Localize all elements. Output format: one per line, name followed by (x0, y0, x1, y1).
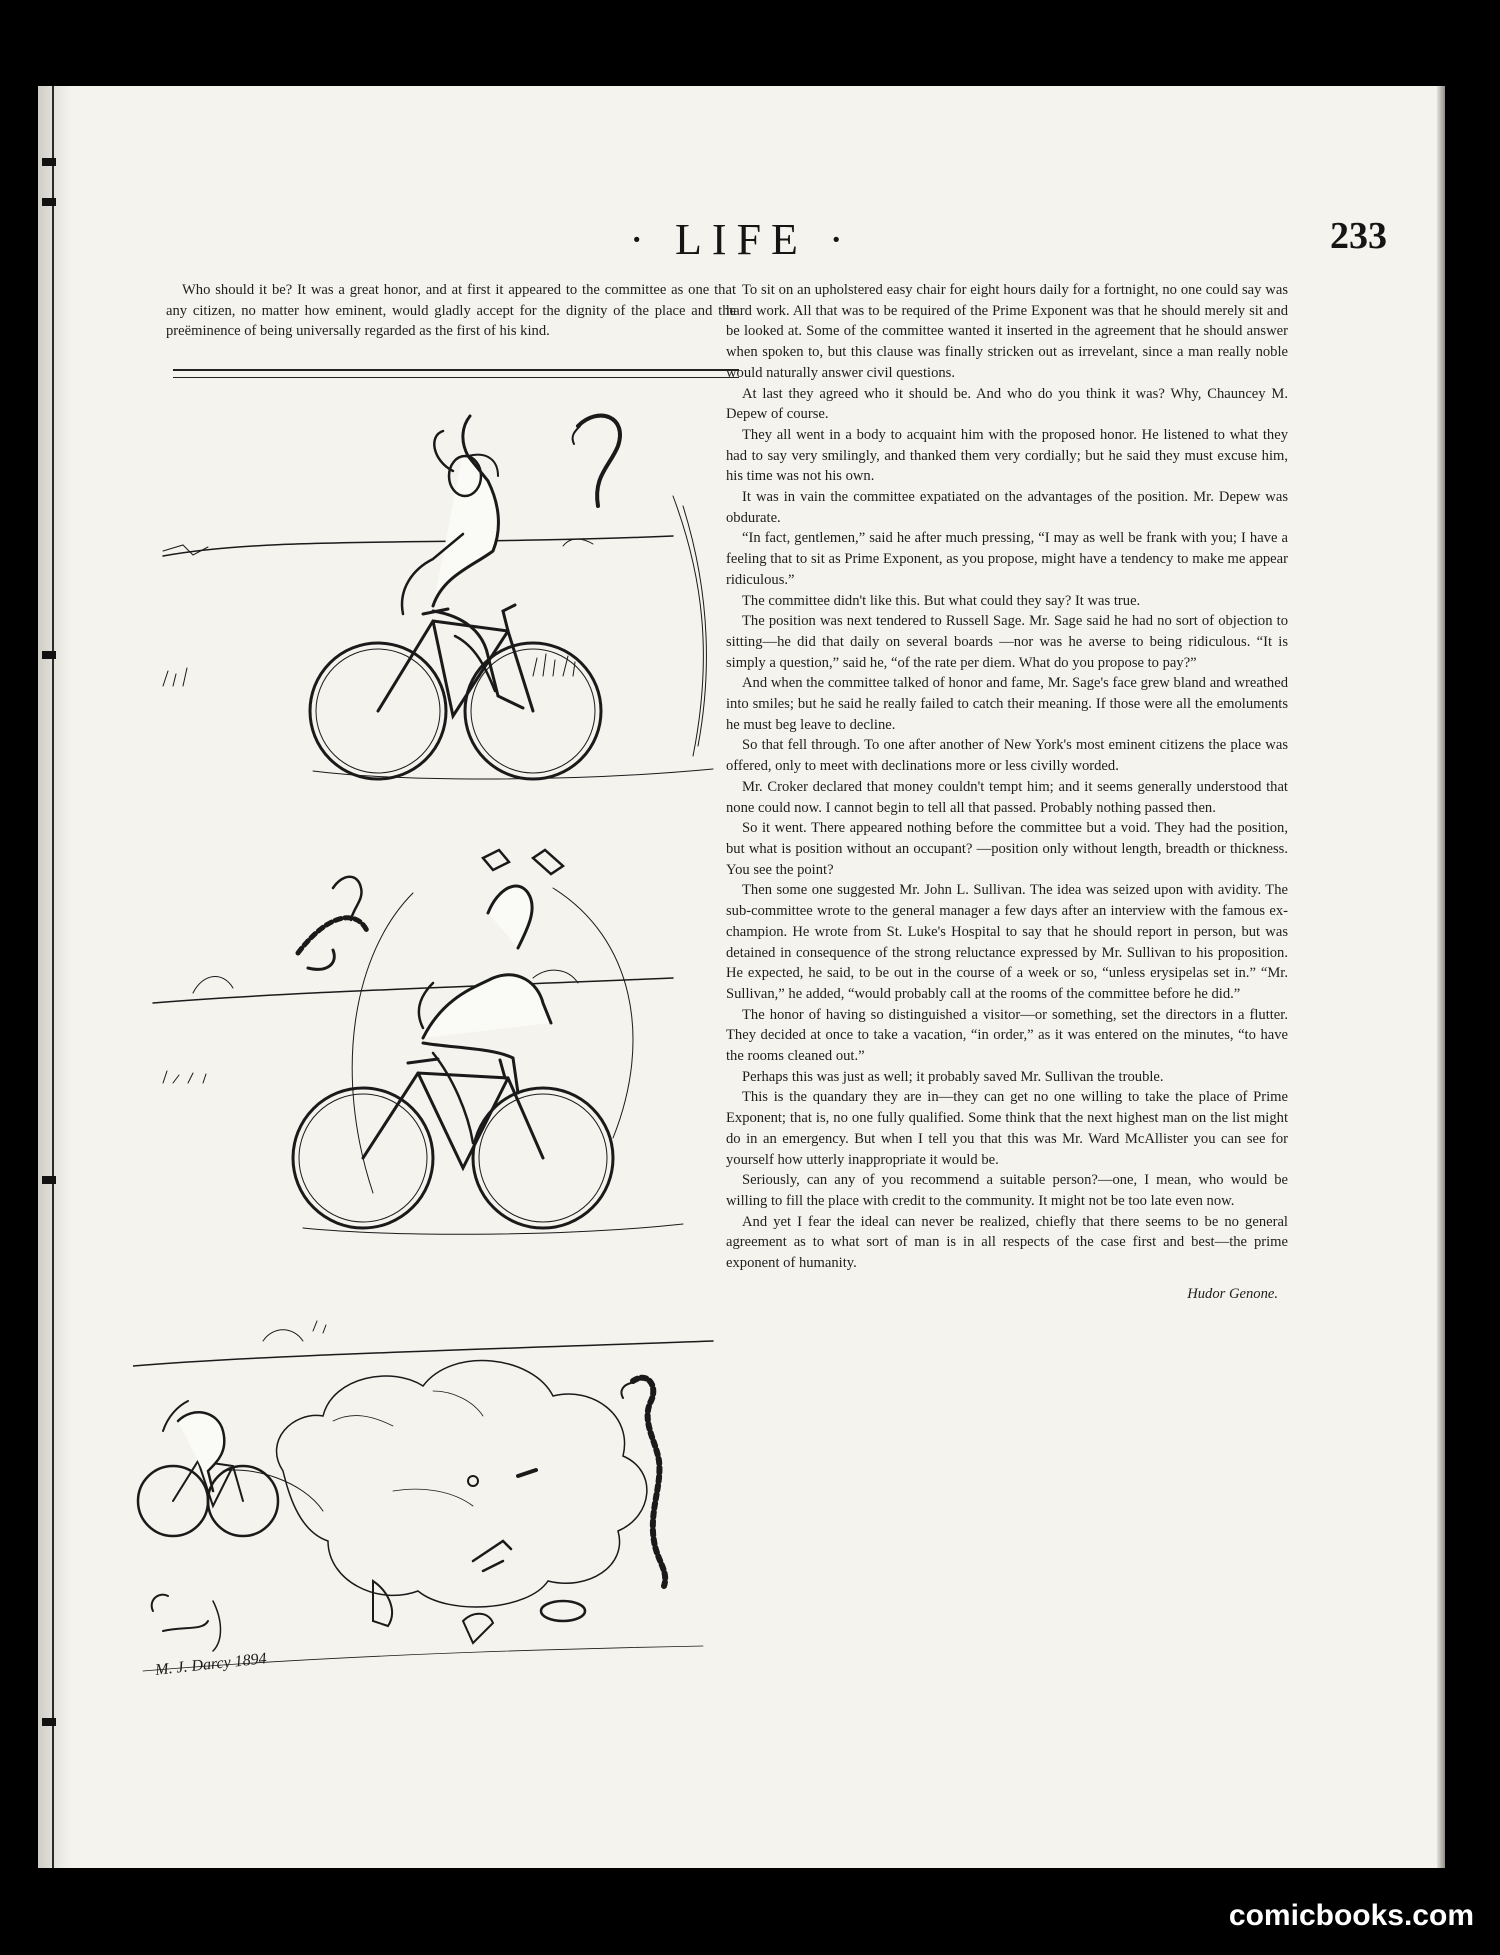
paragraph: This is the quandary they are in—they can get no one willing to take the place of Prime Exponent; that is, no one fully qualified. Some think that the next highest man on the list might do in an emergency. But when I tell you that this was Mr. Ward McAllister you can see for yourself how utterly inappropriate it would be. (726, 1089, 1288, 1168)
binding-stitch (42, 1176, 56, 1184)
double-rule (173, 369, 739, 378)
paragraph: Seriously, can any of you recommend a suitable person?—one, I mean, who would be willing to fill the place with credit to the community. It might not be too late even now. (726, 1172, 1288, 1209)
magazine-page (38, 86, 1445, 1868)
paragraph: The committee didn't like this. But what could they say? It was true. (742, 592, 1141, 609)
page-edge (1437, 86, 1445, 1868)
site-watermark: comicbooks.com (1228, 1899, 1474, 1932)
paragraph: At last they agreed who it should be. And who do you think it was? Why, Chauncey M. Depew of course. (726, 385, 1288, 423)
binding-line (52, 86, 54, 1868)
binding-stitch (42, 1718, 56, 1726)
illustration-panel-3 (133, 1271, 733, 1731)
binding-shadow (38, 86, 72, 1868)
paragraph: So that fell through. To one after another of New York's most eminent citizens the place was offered, only to meet with declinations more or less civilly worded. (726, 737, 1288, 775)
binding-stitch (42, 198, 56, 206)
right-column (726, 280, 1288, 1304)
paragraph: So it went. There appeared nothing before the committee but a void. They had the position, but what is position without an occupant? —position only without length, breadth or thickness. You see the point? (726, 820, 1288, 878)
left-column (166, 280, 736, 342)
binding-stitch (42, 158, 56, 166)
paragraph: Then some one suggested Mr. John L. Sullivan. The idea was seized upon with avidity. The sub-committee wrote to the general manager a few days after an interview with the famous ex-champion. He wrote from St. Luke's Hospital to say that he should report in person, but was detained in consequence of the strong reluctance expressed by Mr. Sullivan to his proposition. He expected, he said, to be out in the course of a week or so, “unless erysipelas set in.” “Mr. Sullivan,” he added, “would probably call at the rooms of the committee before he did.” (726, 882, 1288, 1002)
illustration-panel-1 (133, 386, 733, 806)
paragraph: To sit on an upholstered easy chair for eight hours daily for a fortnight, no one could say was hard work. All that was to be required of the Prime Exponent was that he should merely sit and be looked at. Some of the committee wanted it inserted in the agreement that he should answer when spoken to, but this clause was finally stricken out as irrevelant, since a man really noble would naturally answer civil questions. (726, 282, 1288, 381)
paragraph: Mr. Croker declared that money couldn't tempt him; and it seems generally understood that none could now. I cannot begin to tell all that passed. Probably nothing passed then. (726, 778, 1288, 816)
page-header (38, 214, 1445, 274)
illustration-panel-2 (133, 828, 733, 1248)
binding-stitch (42, 651, 56, 659)
masthead: · LIFE · (629, 215, 854, 264)
paragraph: They all went in a body to acquaint him with the proposed honor. He listened to what they had to say very smilingly, and thanked them very cordially; but he said they must excuse him, his time was not his own. (726, 426, 1288, 485)
paragraph: The position was next tendered to Russell Sage. Mr. Sage said he had no sort of objection to sitting—he did that daily on several boards —nor was he averse to being ridiculous. “It is simply a question,” said he, “of the rate per diem. What do you propose to pay?” (726, 613, 1288, 671)
paragraph: And when the committee talked of honor and fame, Mr. Sage's face grew bland and wreathed into smiles; but he said he really failed to catch their meaning. If those were all the emoluments he must beg leave to decline. (726, 675, 1288, 733)
page-number: 233 (1330, 215, 1387, 257)
paragraph: And yet I fear the ideal can never be realized, chiefly that there seems to be no general agreement as to what sort of man is in all respects of the case first and best—the prime exponent of humanity. (726, 1213, 1288, 1272)
paragraph: Perhaps this was just as well; it probably saved Mr. Sullivan the trouble. (742, 1068, 1164, 1085)
paragraph: “In fact, gentlemen,” said he after much pressing, “I may as well be frank with you; I have a feeling that to sit as Prime Exponent, as you propose, might have a tendency to make me appear ridiculous.” (726, 530, 1288, 588)
left-paragraph: Who should it be? It was a great honor, and at first it appeared to the committee as one that any citizen, no matter how eminent, would gladly accept for the dignity of the place and the preëminence of being universally regarded as the first of his kind. (166, 282, 736, 340)
artist-signature-text: M. J. Darcy 1894 (154, 1650, 268, 1679)
paragraph: The honor of having so distinguished a visitor—or something, set the directors in a flutter. They decided at once to take a vacation, “in order,” as it was entered on the minutes, “to have the rooms cleaned out.” (726, 1006, 1288, 1065)
paragraph: It was in vain the committee expatiated on the advantages of the position. Mr. Depew was obdurate. (726, 489, 1288, 526)
author-signature: Hudor Genone. (1187, 1285, 1278, 1302)
